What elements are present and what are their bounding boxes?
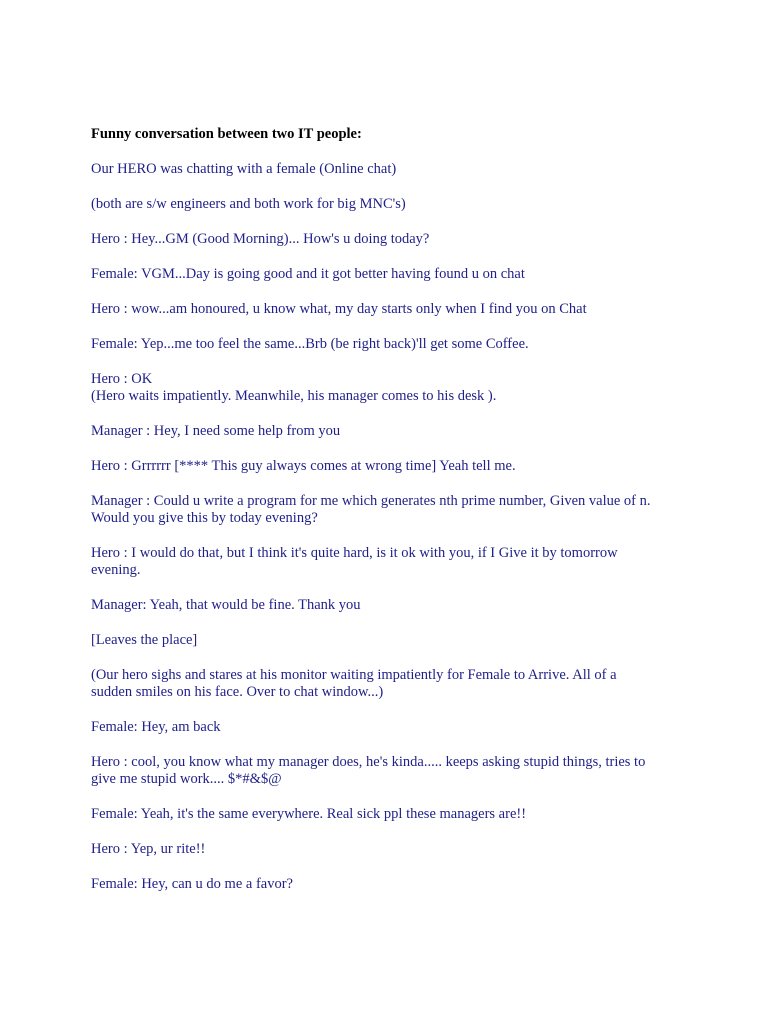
paragraph	[91, 545, 691, 579]
paragraph	[91, 667, 691, 701]
text-line: give me stupid work.... $*#&$@	[91, 771, 282, 787]
paragraph	[91, 231, 691, 248]
paragraph	[91, 266, 691, 283]
text-line: Would you give this by today evening?	[91, 510, 318, 526]
paragraph	[91, 196, 691, 213]
paragraph	[91, 719, 691, 736]
text-line: Hero : Hey...GM (Good Morning)... How's u doing today?	[91, 231, 430, 247]
text-line: Female: Hey, can u do me a favor?	[91, 876, 293, 892]
text-line: Hero : OK	[91, 371, 153, 387]
paragraph	[91, 371, 691, 405]
text-line: [Leaves the place]	[91, 632, 198, 648]
paragraph	[91, 301, 691, 318]
document-page	[91, 126, 691, 911]
text-line: Hero : Grrrrrr [**** This guy always comes at wrong time] Yeah tell me.	[91, 458, 516, 474]
text-line: Our HERO was chatting with a female (Online chat)	[91, 161, 397, 177]
paragraph	[91, 336, 691, 353]
text-line: (Our hero sighs and stares at his monitor waiting impatiently for Female to Arrive. All of a	[91, 667, 617, 683]
text-line: Manager : Hey, I need some help from you	[91, 423, 341, 439]
text-line: Hero : cool, you know what my manager does, he's kinda..... keeps asking stupid things, tries to	[91, 754, 646, 770]
text-line: Female: Yeah, it's the same everywhere. Real sick ppl these managers are!!	[91, 806, 527, 822]
text-line: sudden smiles on his face. Over to chat window...)	[91, 684, 384, 700]
text-line: Female: Yep...me too feel the same...Brb (be right back)'ll get some Coffee.	[91, 336, 529, 352]
paragraph	[91, 493, 691, 527]
text-line: Manager : Could u write a program for me which generates nth prime number, Given value of n.	[91, 493, 651, 509]
text-line: Hero : I would do that, but I think it's quite hard, is it ok with you, if I Give it by tomorrow	[91, 545, 618, 561]
paragraph	[91, 423, 691, 440]
text-line: Female: Hey, am back	[91, 719, 221, 735]
text-line: Manager: Yeah, that would be fine. Thank you	[91, 597, 361, 613]
text-line: (both are s/w engineers and both work for big MNC's)	[91, 196, 406, 212]
document-title: Funny conversation between two IT people:	[91, 126, 362, 142]
text-line: (Hero waits impatiently. Meanwhile, his manager comes to his desk ).	[91, 388, 497, 404]
paragraph	[91, 161, 691, 178]
paragraph	[91, 597, 691, 614]
paragraph	[91, 754, 691, 788]
paragraph	[91, 458, 691, 475]
paragraph	[91, 632, 691, 649]
text-line: Hero : Yep, ur rite!!	[91, 841, 206, 857]
paragraph	[91, 876, 691, 893]
paragraph	[91, 841, 691, 858]
text-line: Female: VGM...Day is going good and it got better having found u on chat	[91, 266, 525, 282]
text-line: Hero : wow...am honoured, u know what, my day starts only when I find you on Chat	[91, 301, 587, 317]
text-line: evening.	[91, 562, 141, 578]
paragraph	[91, 806, 691, 823]
